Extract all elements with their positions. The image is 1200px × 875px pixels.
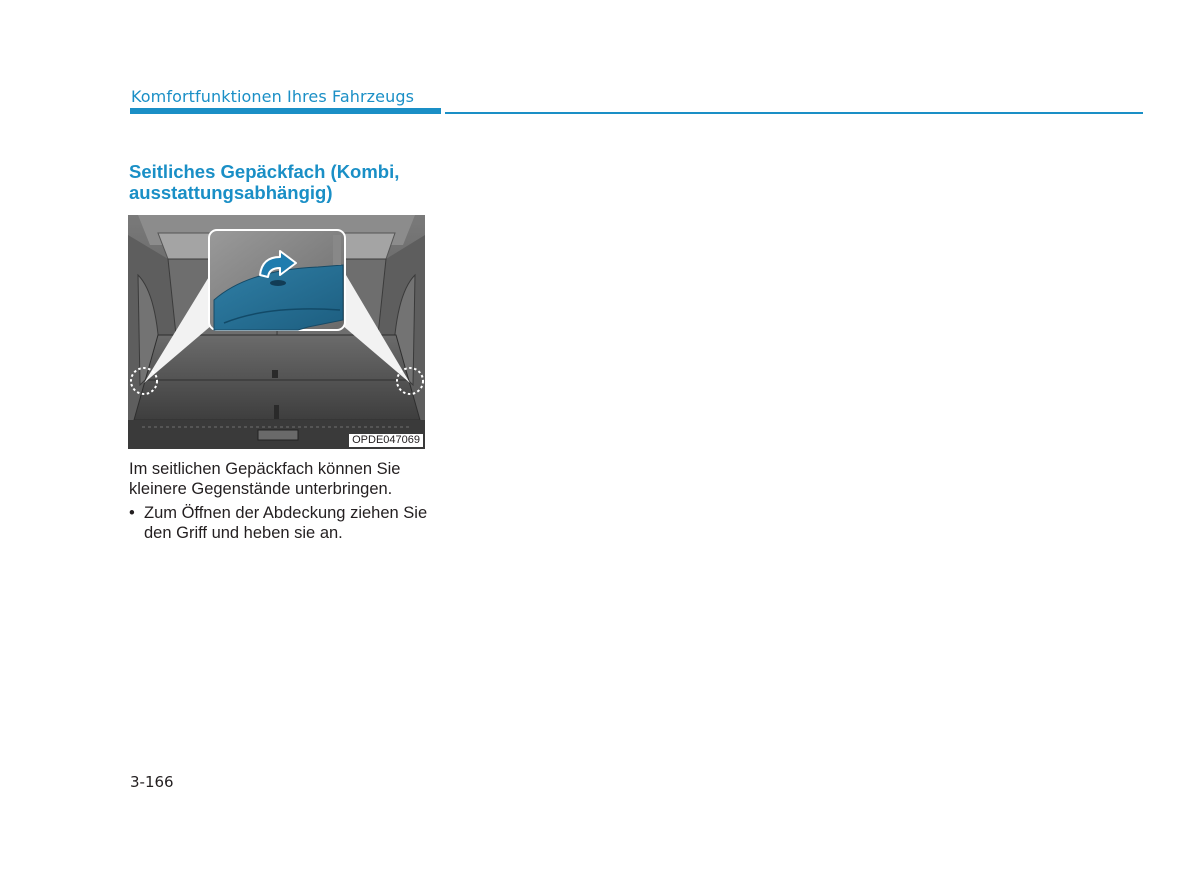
page-number: 3-166 <box>130 773 174 791</box>
header-rule-thin <box>445 112 1143 114</box>
figure-code: OPDE047069 <box>349 434 423 447</box>
list-item <box>129 503 439 543</box>
intro-paragraph: Im seitlichen Gepäckfach können Sie kleinere Gegenstände unterbringen. <box>129 460 401 498</box>
section-heading: Seitliches Gepäckfach (Kombi, ausstattungsabhängig) <box>129 161 400 203</box>
running-header: Komfortfunktionen Ihres Fahrzeugs <box>131 87 415 106</box>
section-body <box>129 459 439 543</box>
cargo-compartment-illustration <box>128 215 425 449</box>
bullet-icon: • <box>129 504 135 522</box>
header-rule-thick <box>130 108 441 114</box>
list-item-text: Zum Öffnen der Abdeckung ziehen Sie den Griff und heben sie an. <box>144 504 428 542</box>
instruction-list <box>129 503 439 543</box>
